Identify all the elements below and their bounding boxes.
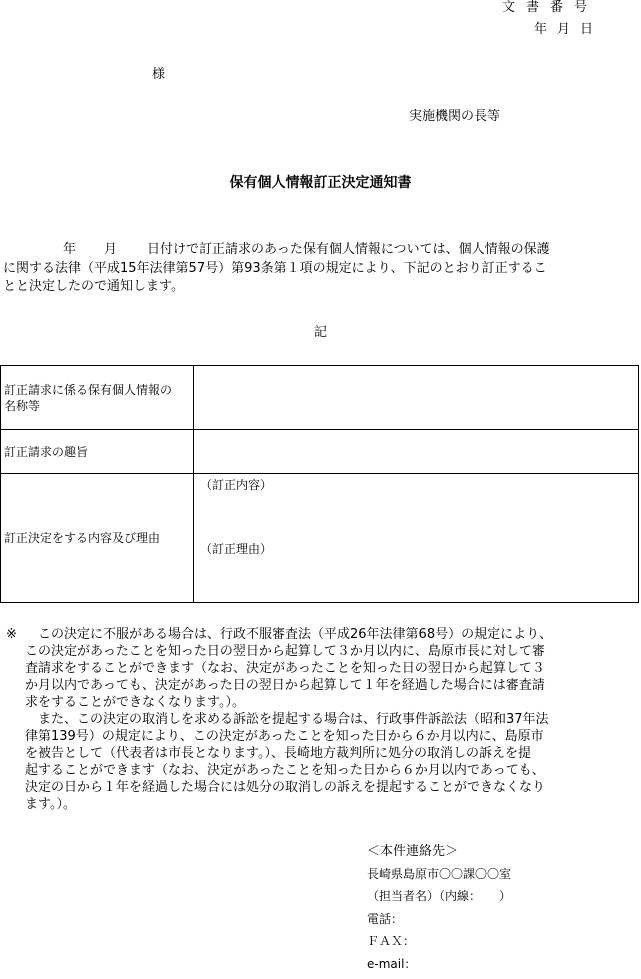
row-value-info-name (194, 366, 639, 430)
correction-reason-label: （訂正理由） (200, 542, 272, 557)
note-mark: ※ (6, 626, 17, 643)
row-label-purpose: 訂正請求の趣旨 (1, 430, 194, 474)
document-date-label: 年月日 (534, 22, 603, 38)
note-line: また、この決定の取消しを求める訴訟を提起する場合は、行政事件訴訟法（昭和37年法 (25, 711, 639, 728)
note-line: ます。）。 (25, 796, 639, 813)
note-line: 律第139号）の規定により、この決定があったことを知った日から６か月以内に、島原市 (25, 728, 639, 745)
note-line: か月以内であっても、決定があった日の翌日から起算して１年を経過した場合には審査請 (25, 677, 639, 694)
notes-section (3, 626, 639, 813)
note-line: 求をすることができなくなります。）。 (25, 694, 639, 711)
contact-person: （担当者名）（内線： ） (367, 889, 511, 912)
body-text-3: とと決定したので通知します。 (3, 278, 635, 297)
row-label-info-name: 訂正請求に係る保有個人情報の 名称等 (1, 366, 194, 430)
sender-label: 実施機関の長等 (409, 109, 500, 125)
contact-address: 長崎県島原市〇〇課〇〇室 (367, 867, 511, 890)
table-row (1, 474, 639, 603)
note-line: この決定に不服がある場合は、行政不服審査法（平成26年法律第68号）の規定により、 (25, 626, 639, 643)
table-row (1, 430, 639, 474)
body-text-2: に関する法律（平成15年法律第57号）第93条第１項の規定により、下記のとおり訂正するこ (3, 260, 635, 279)
note-line: 起することができます（なお、決定があったことを知った日から６か月以内であっても、 (25, 762, 639, 779)
body-year: 年 (63, 242, 76, 257)
body-month: 月 (104, 242, 117, 257)
note-line: を被告として（代表者は市長となります。）、長崎地方裁判所に処分の取消しの訴えを提 (25, 745, 639, 762)
note-line: 決定の日から１年を経過した場合には処分の取消しの訴えを提起することができなくなり (25, 779, 639, 796)
correction-content-label: （訂正内容） (200, 478, 272, 493)
row-label-content-reason: 訂正決定をする内容及び理由 (1, 474, 194, 603)
document-title: 保有個人情報訂正決定通知書 (0, 174, 641, 192)
contact-block (367, 844, 511, 979)
addressee-label: 様 (152, 67, 165, 83)
note-line: この決定があったことを知った日の翌日から起算して３か月以内に、島原市長に対して審 (25, 643, 639, 660)
table-row (1, 366, 639, 430)
ki-heading: 記 (0, 325, 641, 341)
body-paragraph (3, 241, 635, 297)
contact-phone: 電話： (367, 912, 511, 935)
contact-heading: ＜本件連絡先＞ (367, 844, 511, 867)
note-line: 査請求をすることができます（なお、決定があったことを知った日の翌日から起算して３ (25, 660, 639, 677)
document-number-label: 文書番号 (502, 0, 598, 16)
contact-fax: ＦＡＸ： (367, 934, 511, 957)
contact-email: e-mail： (367, 957, 511, 979)
row-value-purpose (194, 430, 639, 474)
decision-table (0, 365, 639, 603)
body-text-1: 日付けで訂正請求のあった保有個人情報については、個人情報の保護 (147, 242, 550, 257)
